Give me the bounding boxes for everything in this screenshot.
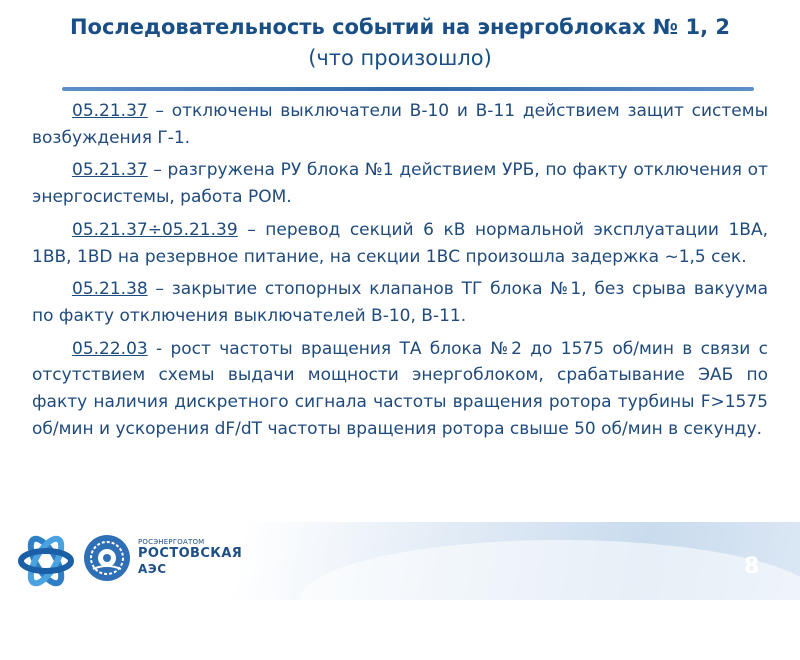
event-date: 05.21.38 [72,279,148,300]
event-date: 05.21.37 [72,160,148,181]
logo-name: РОСТОВСКАЯ [138,546,243,561]
event-text: - рост частоты вращения ТА блока №2 до 1575 об/мин в связи с отсутствием схемы выдачи мощности энергоблоком, срабатывание ЭАБ по факту наличия дискретного сигнала частоты вращения ротора турбины F>1575 об/мин и ускорения dF/dT частоты вращения ротора свыше 50 об/мин в секунду. [32,338,768,439]
event-text: – отключены выключатели В-10 и В-11 действием защит системы возбуждения Г-1. [32,101,768,148]
logo-subtitle: АЭС [138,562,167,576]
event-text: – закрытие стопорных клапанов ТГ блока №1, без срыва вакуума по факту отключения выключателей В-10, В-11. [32,279,768,326]
rosatom-atom-icon [18,530,74,592]
events-list [32,98,768,448]
event-text: – перевод секций 6 кВ нормальной эксплуатации 1ВА, 1ВВ, 1ВD на резервное питание, на секции 1ВС произошла задержка ~1,5 сек. [32,219,768,267]
rostov-npp-logo-icon [82,533,132,583]
footer-highlight [300,540,800,660]
page-title [30,12,770,74]
title-divider [62,87,754,91]
title-line-1: Последовательность событий на энергоблоках № 1, 2 [69,15,731,39]
event-date: 05.22.03 [72,338,148,359]
event-item [32,217,768,270]
event-text: – разгружена РУ блока №1 действием УРБ, по факту отключения от энергосистемы, работа РОМ. [32,160,768,208]
event-item [32,336,768,443]
event-item [32,98,768,151]
page-number: 8 [744,554,760,579]
event-date: 05.21.37 [72,101,148,121]
title-line-2: (что произошло) [308,46,492,70]
logo-caption: РОСЭНЕРГОАТОМ [138,538,205,546]
event-item [32,157,768,210]
event-date: 05.21.37÷05.21.39 [72,219,238,240]
npp-logo-text [138,538,242,577]
event-item [32,276,768,329]
